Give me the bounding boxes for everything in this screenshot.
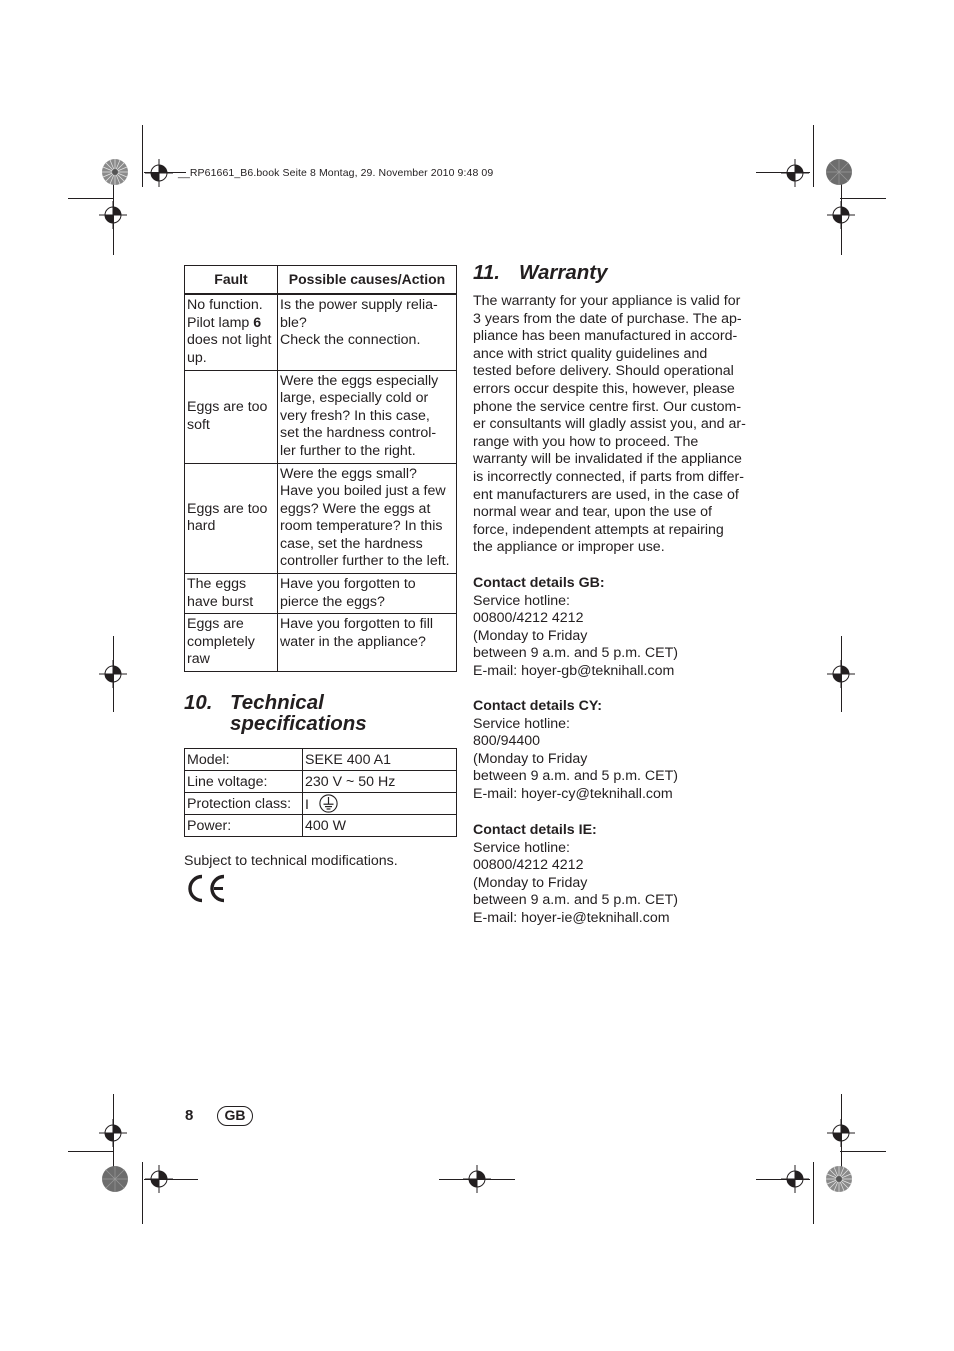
hotline-days: (Monday to Friday [473, 874, 588, 891]
spec-value-cell [303, 793, 457, 815]
table-header-row [185, 266, 457, 295]
warranty-line: is incorrectly connected, if parts from differ- [473, 468, 744, 485]
contact-details-ie [473, 822, 678, 928]
spec-value: 230 V ~ 50 Hz [303, 771, 457, 793]
registration-target-icon [99, 660, 127, 688]
table-row [185, 749, 457, 771]
section-title-line: Technical [230, 691, 324, 714]
column-header-causes: Possible causes/Action [278, 266, 457, 295]
warranty-line: ent manufacturers are used, in the case of [473, 486, 739, 503]
spec-label: Line voltage: [185, 771, 303, 793]
warranty-line: force, independent attempts at repairing [473, 521, 724, 538]
color-wheel-icon [825, 1165, 853, 1193]
contact-heading: Contact details CY: [473, 698, 603, 714]
protective-earth-icon [319, 794, 338, 813]
contact-heading: Contact details IE: [473, 822, 597, 838]
color-wheel-icon [825, 158, 853, 186]
crop-mark [142, 125, 143, 187]
crop-mark [68, 198, 114, 199]
column-header-fault: Fault [185, 266, 278, 295]
warranty-line: errors occur despite this, however, please [473, 380, 735, 397]
warranty-line: range with you how to proceed. The [473, 433, 699, 450]
technical-specifications-heading [184, 692, 367, 734]
warranty-line: phone the service centre first. Our custom- [473, 398, 742, 415]
warranty-heading [473, 262, 608, 283]
file-info-header: __RP61661_B6.book Seite 8 Montag, 29. November 2010 9:48 09 [178, 167, 494, 179]
hotline-label: Service hotline: [473, 839, 570, 856]
action-line: Have you forgotten to [280, 576, 416, 593]
fault-cell: The eggs have burst [185, 574, 278, 614]
table-row [185, 614, 457, 672]
action-line: Is the power supply relia- [280, 297, 438, 313]
hotline-hours: between 9 a.m. and 5 p.m. CET) [473, 645, 679, 662]
action-line: Check the connection. [280, 332, 421, 349]
hotline-hours: between 9 a.m. and 5 p.m. CET) [473, 892, 679, 909]
table-row [185, 463, 457, 574]
spec-label: Power: [185, 815, 303, 837]
action-cell [278, 370, 457, 463]
crop-mark [840, 1151, 886, 1152]
crop-mark [840, 198, 886, 199]
action-line: ble? [280, 314, 307, 331]
action-line: very fresh? In this case, [280, 407, 430, 424]
warranty-line: er consultants will gladly assist you, and ar- [473, 416, 746, 433]
table-row [185, 370, 457, 463]
table-row [185, 771, 457, 793]
action-line: pierce the eggs? [280, 593, 385, 610]
section-number: 10. [184, 691, 213, 714]
specifications-table [184, 748, 457, 837]
registration-target-icon [99, 201, 127, 229]
action-line: controller further to the left. [280, 553, 450, 570]
registration-target-icon [827, 660, 855, 688]
fault-cell: Eggs are too hard [185, 463, 278, 574]
section-number: 11. [473, 261, 500, 284]
fault-text: does not light up. [187, 332, 272, 366]
warranty-line: tested before delivery. Should operational [473, 363, 734, 380]
hotline-label: Service hotline: [473, 592, 570, 609]
action-line: ler further to the right. [280, 442, 416, 459]
hotline-number: 00800/4212 4212 [473, 610, 584, 627]
action-line: Were the eggs especially [280, 372, 439, 389]
warranty-line: 3 years from the date of purchase. The ap- [473, 310, 742, 327]
table-row [185, 793, 457, 815]
contact-email: E-mail: hoyer-ie@teknihall.com [473, 909, 670, 926]
spec-value: I [305, 797, 309, 813]
contact-details-gb [473, 575, 678, 681]
action-cell [278, 463, 457, 574]
registration-target-icon [827, 1119, 855, 1147]
hotline-hours: between 9 a.m. and 5 p.m. CET) [473, 768, 679, 785]
contact-email: E-mail: hoyer-gb@teknihall.com [473, 662, 675, 679]
spec-value: 400 W [303, 815, 457, 837]
pilot-lamp-number: 6 [253, 314, 262, 331]
crop-mark [142, 1162, 143, 1224]
action-line: case, set the hardness [280, 535, 423, 552]
crop-mark [68, 1151, 114, 1152]
fault-text: No function. Pilot lamp [187, 297, 263, 331]
action-line: room temperature? In this [280, 518, 443, 535]
spec-value: SEKE 400 A1 [303, 749, 457, 771]
contact-heading: Contact details GB: [473, 575, 605, 591]
technical-note: Subject to technical modifications. [184, 853, 398, 869]
color-wheel-icon [101, 1165, 129, 1193]
hotline-days: (Monday to Friday [473, 750, 588, 767]
registration-target-icon [463, 1165, 491, 1193]
warranty-line: pliance has been manufactured in accord- [473, 328, 738, 345]
color-wheel-icon [101, 158, 129, 186]
crop-mark [813, 125, 814, 187]
action-line: eggs? Were the eggs at [280, 500, 431, 517]
action-line: water in the appliance? [280, 633, 426, 650]
warranty-line: The warranty for your appliance is valid for [473, 293, 741, 309]
section-title-line: specifications [230, 712, 367, 735]
contact-email: E-mail: hoyer-cy@teknihall.com [473, 785, 673, 802]
table-row [185, 574, 457, 614]
ce-mark-icon [184, 873, 228, 904]
action-line: large, especially cold or [280, 390, 429, 407]
table-row [185, 815, 457, 837]
table-row [185, 294, 457, 370]
spec-label: Protection class: [185, 793, 303, 815]
contact-details-cy [473, 698, 678, 804]
warranty-line: the appliance or improper use. [473, 539, 665, 556]
warranty-line: normal wear and tear, upon the use of [473, 504, 712, 521]
language-badge: GB [217, 1106, 253, 1126]
spec-label: Model: [185, 749, 303, 771]
registration-target-icon [145, 1165, 173, 1193]
crop-mark [813, 1162, 814, 1224]
fault-cell [185, 294, 278, 370]
action-line: Were the eggs small? [280, 465, 417, 482]
registration-target-icon [781, 1165, 809, 1193]
hotline-label: Service hotline: [473, 715, 570, 732]
troubleshooting-table [184, 265, 457, 672]
fault-cell: Eggs are too soft [185, 370, 278, 463]
section-title: Warranty [519, 261, 608, 284]
hotline-days: (Monday to Friday [473, 627, 588, 644]
registration-target-icon [827, 201, 855, 229]
hotline-number: 800/94400 [473, 733, 541, 750]
action-line: Have you boiled just a few [280, 483, 446, 500]
action-cell [278, 294, 457, 370]
warranty-line: warranty will be invalidated if the appliance [473, 451, 742, 468]
warranty-line: ance with strict quality guidelines and [473, 345, 708, 362]
action-cell [278, 614, 457, 672]
action-cell [278, 574, 457, 614]
registration-target-icon [99, 1119, 127, 1147]
page-number: 8 [185, 1107, 194, 1124]
registration-target-icon [145, 159, 173, 187]
action-line: Have you forgotten to fill [280, 616, 433, 633]
hotline-number: 00800/4212 4212 [473, 857, 584, 874]
registration-target-icon [781, 159, 809, 187]
action-line: set the hardness control- [280, 425, 437, 442]
fault-cell: Eggs are completely raw [185, 614, 278, 672]
warranty-text [473, 293, 746, 557]
